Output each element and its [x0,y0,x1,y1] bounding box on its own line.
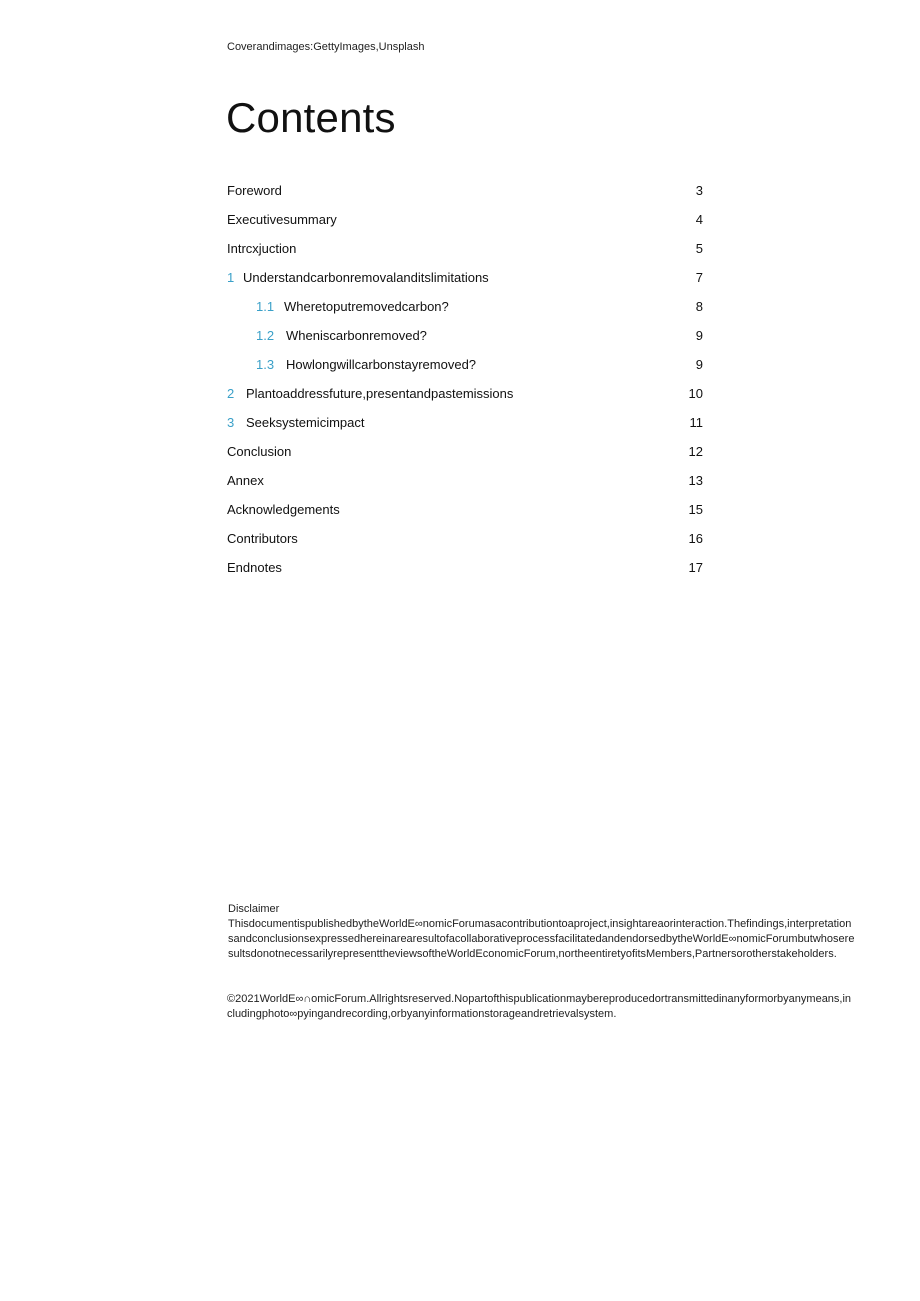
toc-label: Howlongwillcarbonstayremoved? [286,357,477,372]
toc-page-number: 11 [689,415,703,430]
toc-item-acknowledgements[interactable] [227,495,703,524]
toc-section-number: 2 [227,386,235,401]
toc-item-introduction[interactable] [227,234,703,263]
toc-item-endnotes[interactable] [227,553,703,582]
toc-item-executive-summary[interactable] [227,205,703,234]
toc-item-section-1[interactable] [227,263,703,292]
toc-section-number: 3 [227,415,235,430]
toc-page-number: 3 [695,183,703,198]
toc-item-conclusion[interactable] [227,437,703,466]
toc-label: Wheretoputremovedcarbon? [284,299,449,314]
page-title: Contents [226,94,396,141]
toc-label: Contributors [227,531,298,546]
toc-item-contributors[interactable] [227,524,703,553]
copyright-notice: ©2021WorldE∞∩omicForum.Allrightsreserved.Nopartofthispublicationmaybereproducedortransmittedinanyformorbyanymeans,includingphoto∞pyingandrecording,orbyanyinformationstorageandretrievalsystem. [227,993,852,1020]
toc-page-number: 8 [695,299,703,314]
toc-label: Executivesummary [227,212,337,227]
toc-page-number: 12 [688,444,703,459]
toc-page-number: 9 [695,328,703,343]
toc-item-section-3[interactable] [227,408,703,437]
toc-item-section-1-2[interactable] [227,321,703,350]
toc-label: Intrcxjuction [227,241,297,256]
toc-page-number: 7 [695,270,703,285]
toc-label: Foreword [227,183,282,198]
toc-page-number: 5 [695,241,703,256]
toc-page-number: 15 [688,502,703,517]
toc-label: Acknowledgements [227,502,340,517]
toc-section-number: 1.3 [256,357,275,372]
toc-label: Plantoaddressfuture,presentandpastemissions [246,386,514,401]
toc-item-annex[interactable] [227,466,703,495]
toc-page-number: 9 [695,357,703,372]
disclaimer-heading: Disclaimer [228,903,280,915]
table-of-contents [227,176,703,582]
disclaimer [227,902,855,962]
toc-item-section-2[interactable] [227,379,703,408]
toc-label: Seeksystemicimpact [246,415,365,430]
toc-item-foreword[interactable] [227,176,703,205]
toc-page-number: 16 [688,531,703,546]
toc-section-number: 1.2 [256,328,275,343]
disclaimer-text: ThisdocumentispublishedbytheWorldE∞nomicForumasacontributiontoaproject,insightareaorinteraction.Thefindings,interpretationsandconclusionsexpressedhereinarearesultofacollaborativeprocessfacilitatedandendorsedbytheWorldE∞nomicForumbutwhoseresultsdonotnecessarilyrepresenttheviewsoftheWorldEconomicForum,northeentiretyofitsMembers,Partnersorotherstakeholders. [228,918,855,960]
toc-page-number: 13 [688,473,703,488]
toc-page-number: 10 [688,386,703,401]
toc-page-number: 4 [695,212,703,227]
image-credit: Coverandimages:GettyImages,Unsplash [227,41,425,53]
toc-label: Understandcarbonremovalanditslimitations [243,270,489,285]
toc-item-section-1-3[interactable] [227,350,703,379]
toc-label: Annex [227,473,264,488]
toc-section-number: 1.1 [256,299,275,314]
toc-label: Endnotes [227,560,282,575]
toc-item-section-1-1[interactable] [227,292,703,321]
toc-section-number: 1 [227,270,235,285]
toc-page-number: 17 [688,560,703,575]
toc-label: Wheniscarbonremoved? [286,328,427,343]
toc-label: Conclusion [227,444,292,459]
